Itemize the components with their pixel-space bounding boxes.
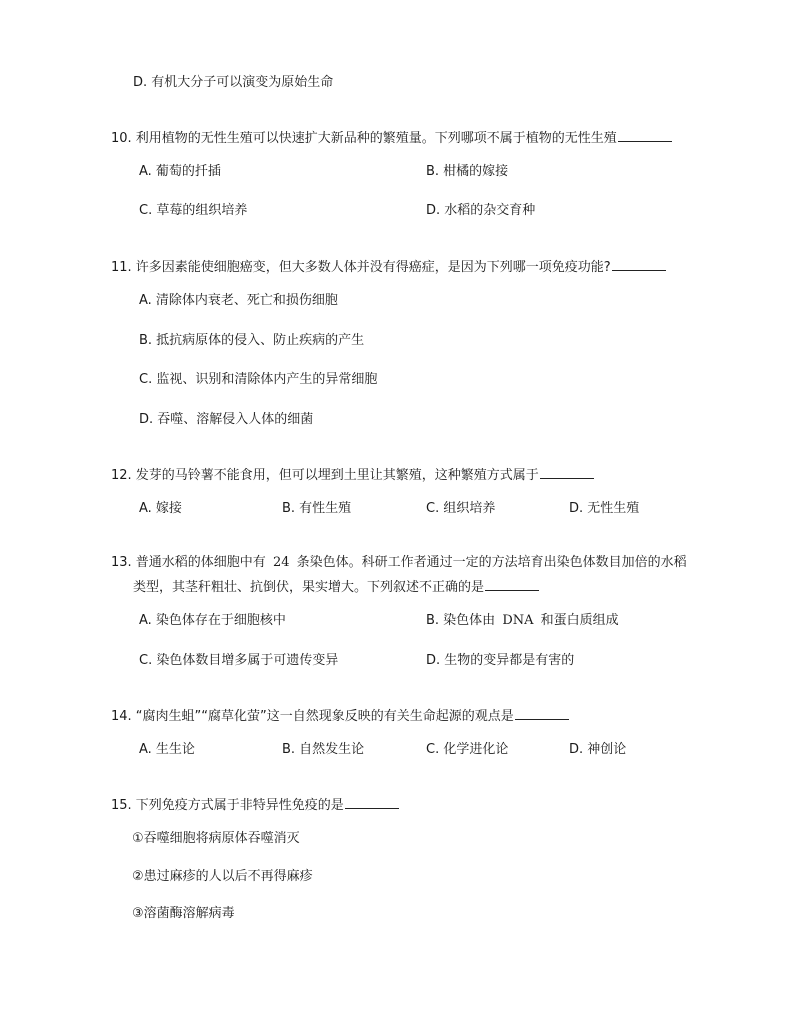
q12-stem	[111, 466, 594, 484]
q13-option-b-pre: B. 染色体由	[426, 613, 496, 628]
answer-blank	[540, 466, 594, 479]
q13-stem-part-b: 条染色体。科研工作者通过一定的方法培育出染色体数目加倍的水稻	[296, 555, 687, 570]
answer-blank	[515, 707, 569, 720]
q13-option-b-post: 和蛋白质组成	[540, 613, 619, 628]
q12-option-a: A. 嫁接	[139, 501, 182, 516]
q13-stem-line2	[133, 578, 539, 596]
q12-option-d: D. 无性生殖	[569, 501, 640, 516]
answer-blank	[618, 129, 672, 142]
q15-item-1: ①吞噬细胞将病原体吞噬消灭	[132, 831, 300, 846]
q10-option-a: A. 葡萄的扦插	[139, 164, 221, 179]
q13-stem-line1	[111, 555, 687, 571]
q14-option-a: A. 生生论	[139, 742, 195, 757]
q13-option-d: D. 生物的变异都是有害的	[426, 653, 575, 668]
q14-option-c: C. 化学进化论	[426, 742, 509, 757]
q10-option-c: C. 草莓的组织培养	[139, 203, 248, 218]
q10-stem	[111, 129, 672, 147]
q10-option-d: D. 水稻的杂交育种	[426, 203, 536, 218]
q13-stem-part-a: 13. 普通水稻的体细胞中有	[111, 555, 266, 570]
q13-option-b	[426, 613, 619, 629]
q10-stem-text: 10. 利用植物的无性生殖可以快速扩大新品种的繁殖量。下列哪项不属于植物的无性生殖	[111, 131, 617, 146]
q14-option-b: B. 自然发生论	[282, 742, 365, 757]
q13-chromosome-count: 24	[272, 555, 290, 570]
q12-option-c: C. 组织培养	[426, 501, 496, 516]
q13-stem-line2-text: 类型，其茎秆粗壮、抗倒伏，果实增大。下列叙述不正确的是	[133, 580, 485, 595]
q12-option-b: B. 有性生殖	[282, 501, 352, 516]
q13-option-b-dna: DNA	[502, 613, 534, 628]
q12-stem-text: 12. 发芽的马铃薯不能食用，但可以埋到土里让其繁殖，这种繁殖方式属于	[111, 468, 539, 483]
answer-blank	[485, 578, 539, 591]
q15-item-2: ②患过麻疹的人以后不再得麻疹	[132, 869, 313, 884]
q11-option-b: B. 抵抗病原体的侵入、防止疾病的产生	[139, 333, 365, 348]
q11-stem-text: 11. 许多因素能使细胞癌变，但大多数人体并没有得癌症，是因为下列哪一项免疫功能?	[111, 260, 611, 275]
answer-blank	[345, 796, 399, 809]
q15-stem	[111, 796, 399, 814]
q15-stem-text: 15. 下列免疫方式属于非特异性免疫的是	[111, 798, 344, 813]
q11-option-d: D. 吞噬、溶解侵入人体的细菌	[139, 412, 314, 427]
q15-item-3: ③溶菌酶溶解病毒	[132, 906, 235, 921]
q13-option-a: A. 染色体存在于细胞核中	[139, 613, 286, 628]
q11-option-a: A. 清除体内衰老、死亡和损伤细胞	[139, 293, 338, 308]
q11-option-c: C. 监视、识别和清除体内产生的异常细胞	[139, 372, 378, 387]
q11-stem	[111, 258, 666, 276]
q14-stem-text: 14. “腐肉生蛆”“腐草化萤”这一自然现象反映的有关生命起源的观点是	[111, 709, 514, 724]
q14-option-d: D. 神创论	[569, 742, 627, 757]
q14-stem	[111, 707, 569, 725]
q10-option-b: B. 柑橘的嫁接	[426, 164, 509, 179]
answer-blank	[612, 258, 666, 271]
q13-option-c: C. 染色体数目增多属于可遗传变异	[139, 653, 339, 668]
q9-option-d: D. 有机大分子可以演变为原始生命	[133, 75, 334, 90]
